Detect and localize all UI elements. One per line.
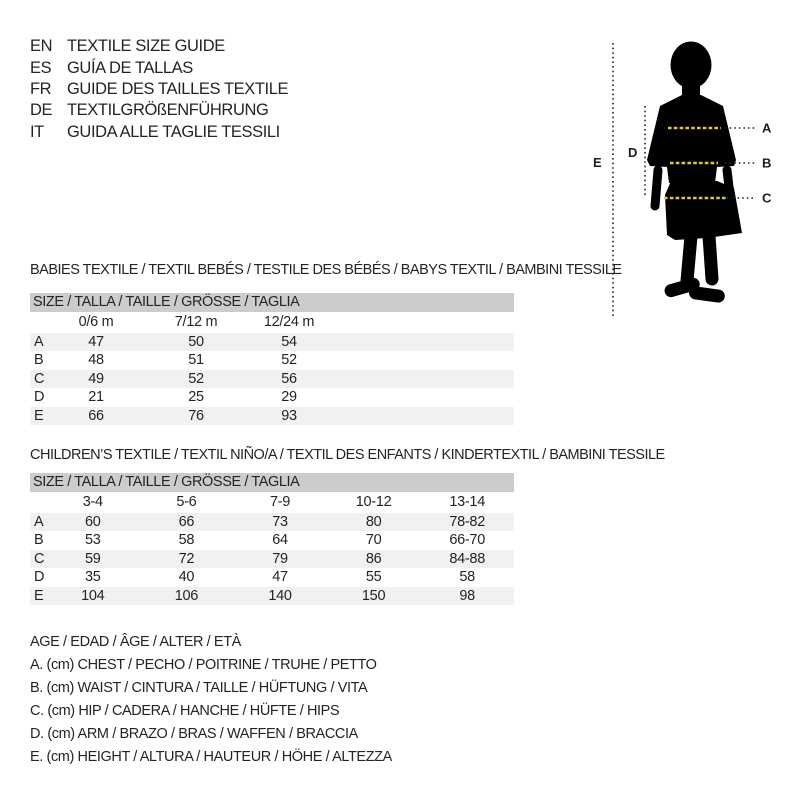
filler-cell [332, 313, 514, 333]
filler-cell [332, 370, 514, 389]
size-cell: 58 [459, 569, 475, 585]
row-label: C [34, 370, 45, 387]
figure-label-c: C [762, 190, 772, 206]
size-cell: 56 [281, 370, 297, 387]
size-cell: 52 [281, 352, 297, 368]
size-cell: 54 [281, 333, 297, 350]
babies-column-header-row [30, 313, 514, 333]
table-row [30, 333, 514, 352]
table-row [30, 568, 514, 587]
size-cell: 50 [188, 333, 204, 350]
filler-cell [332, 351, 514, 370]
size-cell: 80 [365, 513, 382, 530]
column-header: 3-4 [82, 494, 103, 510]
size-cell: 53 [85, 532, 101, 548]
language-code: DE [30, 101, 53, 120]
legend-item: B. (cm) WAIST / CINTURA / TAILLE / HÜFTUNG / VITA [30, 680, 368, 696]
babies-size-header-bar: SIZE / TALLA / TAILLE / GRÖSSE / TAGLIA [30, 293, 514, 312]
column-header: 13-14 [449, 494, 485, 510]
size-cell: 25 [188, 389, 204, 405]
legend-item: E. (cm) HEIGHT / ALTURA / HAUTEUR / HÖHE / ALTEZZA [30, 749, 392, 765]
size-cell: 66 [178, 513, 195, 530]
row-label: E [34, 587, 44, 604]
size-cell: 48 [88, 352, 104, 368]
table-row [30, 351, 514, 370]
size-cell: 59 [85, 550, 101, 567]
size-cell: 150 [361, 587, 386, 604]
size-cell: 140 [268, 587, 292, 604]
row-label: A [34, 333, 44, 350]
size-cell: 79 [272, 550, 288, 567]
size-cell: 104 [81, 587, 105, 604]
legend-age: AGE / EDAD / ÂGE / ALTER / ETÀ [30, 634, 241, 650]
children-size-table [30, 493, 514, 605]
legend-item: A. (cm) CHEST / PECHO / POITRINE / TRUHE / PETTO [30, 657, 377, 673]
size-cell: 60 [85, 513, 101, 530]
language-title: GUIDA ALLE TAGLIE TESSILI [67, 122, 280, 141]
size-cell: 52 [188, 370, 204, 387]
language-row [30, 100, 288, 121]
child-silhouette-icon [647, 42, 742, 304]
language-code: FR [30, 79, 52, 98]
table-row [30, 513, 514, 532]
language-row [30, 122, 288, 143]
column-header: 7/12 m [174, 314, 218, 330]
size-cell: 35 [85, 569, 101, 585]
size-cell: 78-82 [449, 513, 485, 530]
size-cell: 70 [365, 532, 382, 548]
size-cell: 72 [178, 550, 195, 567]
figure-label-d: D [628, 145, 638, 160]
language-title: GUÍA DE TALLAS [67, 58, 193, 77]
measurement-legend [30, 631, 392, 769]
size-cell: 49 [88, 370, 104, 387]
language-title: GUIDE DES TAILLES TEXTILE [67, 79, 289, 98]
legend-item: D. (cm) ARM / BRAZO / BRAS / WAFFEN / BRACCIA [30, 726, 358, 742]
size-cell: 98 [459, 587, 475, 604]
table-row [30, 587, 514, 606]
figure-label-b: B [762, 155, 772, 171]
corner-cell [30, 313, 46, 333]
size-cell: 73 [272, 513, 288, 530]
language-row [30, 36, 288, 57]
language-row [30, 57, 288, 78]
table-row [30, 407, 514, 426]
babies-size-table [30, 313, 514, 425]
size-cell: 106 [174, 587, 199, 604]
size-cell: 51 [188, 352, 204, 368]
size-cell: 47 [272, 569, 288, 585]
size-cell: 58 [178, 532, 195, 548]
size-cell: 66 [88, 407, 104, 424]
row-label: A [34, 513, 44, 530]
column-header: 5-6 [176, 494, 197, 510]
table-row [30, 388, 514, 407]
row-label: B [34, 532, 44, 548]
figure-label-e: E [593, 155, 602, 170]
size-cell: 55 [365, 569, 382, 585]
language-code: ES [30, 58, 52, 77]
corner-cell [30, 493, 46, 513]
row-label: D [34, 569, 45, 585]
row-label: B [34, 352, 44, 368]
column-header: 7-9 [269, 494, 291, 510]
column-header: 0/6 m [78, 314, 114, 330]
table-row [30, 531, 514, 550]
size-cell: 29 [281, 389, 297, 405]
filler-cell [332, 407, 514, 426]
filler-cell [332, 388, 514, 407]
column-header: 10-12 [355, 494, 392, 510]
size-cell: 47 [88, 333, 104, 350]
size-cell: 93 [281, 407, 297, 424]
column-header: 12/24 m [263, 314, 315, 330]
row-label: E [34, 407, 44, 424]
language-title: TEXTILGRÖßENFÜHRUNG [67, 101, 269, 120]
filler-cell [332, 333, 514, 352]
size-cell: 21 [88, 389, 104, 405]
size-cell: 40 [178, 569, 195, 585]
language-title-list [30, 36, 288, 143]
row-label: D [34, 389, 45, 405]
language-code: IT [30, 122, 44, 141]
size-cell: 86 [365, 550, 382, 567]
size-cell: 64 [272, 532, 288, 548]
children-column-header-row [30, 493, 514, 513]
legend-item: C. (cm) HIP / CADERA / HANCHE / HÜFTE / HIPS [30, 703, 340, 719]
children-section-heading: CHILDREN’S TEXTILE / TEXTIL NIÑO/A / TEXTIL DES ENFANTS / KINDERTEXTIL / BAMBINI TESSILE [30, 447, 665, 463]
babies-section-heading: BABIES TEXTILE / TEXTIL BEBÉS / TESTILE DES BÉBÉS / BABYS TEXTIL / BAMBINI TESSILE [30, 262, 622, 278]
language-title: TEXTILE SIZE GUIDE [67, 37, 225, 56]
figure-label-a: A [762, 120, 772, 136]
table-row [30, 370, 514, 389]
size-cell: 66-70 [449, 532, 485, 548]
size-cell: 76 [188, 407, 204, 424]
language-row [30, 79, 288, 100]
size-cell: 84-88 [449, 550, 485, 567]
children-size-header-bar: SIZE / TALLA / TAILLE / GRÖSSE / TAGLIA [30, 473, 514, 492]
row-label: C [34, 550, 45, 567]
language-code: EN [30, 37, 53, 56]
table-row [30, 550, 514, 569]
